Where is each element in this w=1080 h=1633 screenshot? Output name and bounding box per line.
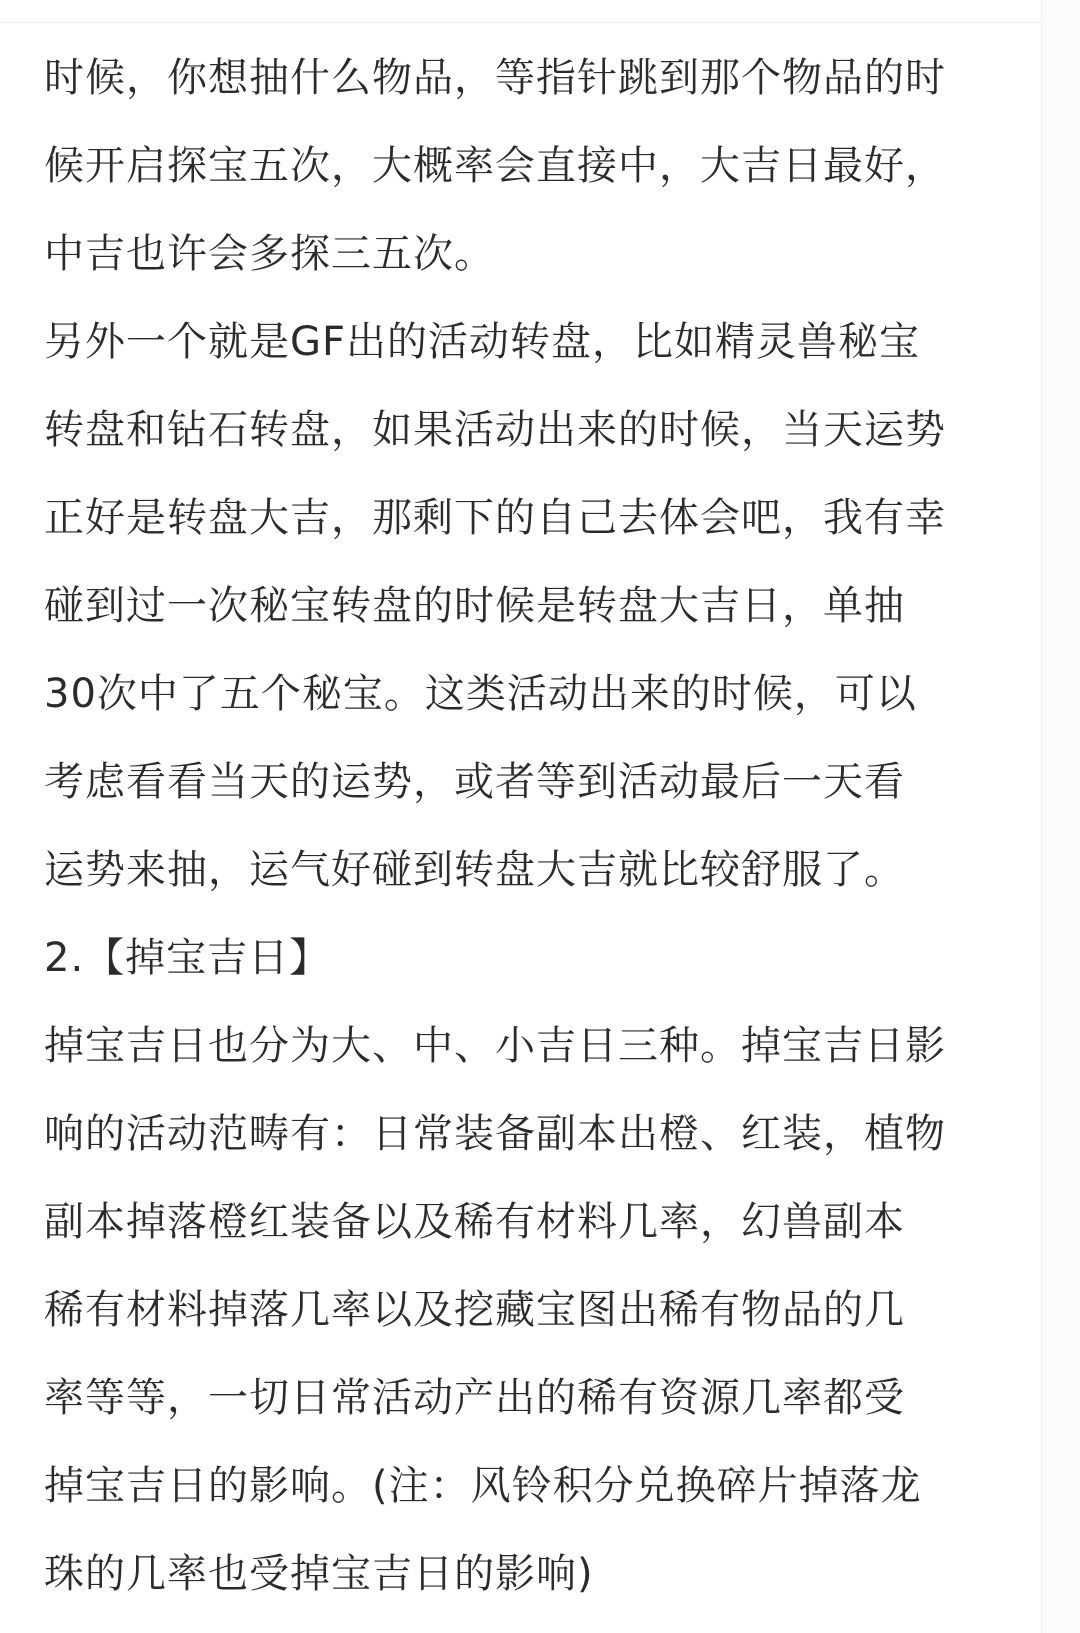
text-line: 掉宝吉日也分为大、中、小吉日三种。掉宝吉日影 (44, 1023, 946, 1069)
text-line: 另外一个就是GF出的活动转盘，比如精灵兽秘宝 (44, 319, 921, 365)
text-line: 掉宝吉日的影响。(注：风铃积分兑换碎片掉落龙 (44, 1463, 922, 1509)
text-line: 时候，你想抽什么物品，等指针跳到那个物品的时 (44, 55, 946, 101)
text-line: 转盘和钻石转盘，如果活动出来的时候，当天运势 (44, 407, 946, 453)
text-line: 响的活动范畴有：日常装备副本出橙、红装，植物 (44, 1111, 946, 1157)
text-line: 碰到过一次秘宝转盘的时候是转盘大吉日，单抽 (44, 583, 905, 629)
scrollbar-track[interactable] (1041, 0, 1080, 1633)
text-line: 正好是转盘大吉，那剩下的自己去体会吧，我有幸 (44, 495, 946, 541)
text-line: 候开启探宝五次，大概率会直接中，大吉日最好， (44, 143, 946, 189)
section-heading: 2.【掉宝吉日】 (44, 935, 331, 981)
text-line: 稀有材料掉落几率以及挖藏宝图出稀有物品的几 (44, 1287, 905, 1333)
text-line: 30次中了五个秘宝。这类活动出来的时候，可以 (44, 671, 917, 717)
text-line: 珠的几率也受掉宝吉日的影响) (44, 1551, 594, 1597)
text-line: 中吉也许会多探三五次。 (44, 231, 495, 277)
top-divider (0, 22, 1080, 23)
text-line: 副本掉落橙红装备以及稀有材料几率，幻兽副本 (44, 1199, 905, 1245)
text-line: 考虑看看当天的运势，或者等到活动最后一天看 (44, 759, 905, 805)
text-line: 率等等，一切日常活动产出的稀有资源几率都受 (44, 1375, 905, 1421)
article-body (44, 34, 1004, 1618)
text-line: 运势来抽，运气好碰到转盘大吉就比较舒服了。 (44, 847, 905, 893)
